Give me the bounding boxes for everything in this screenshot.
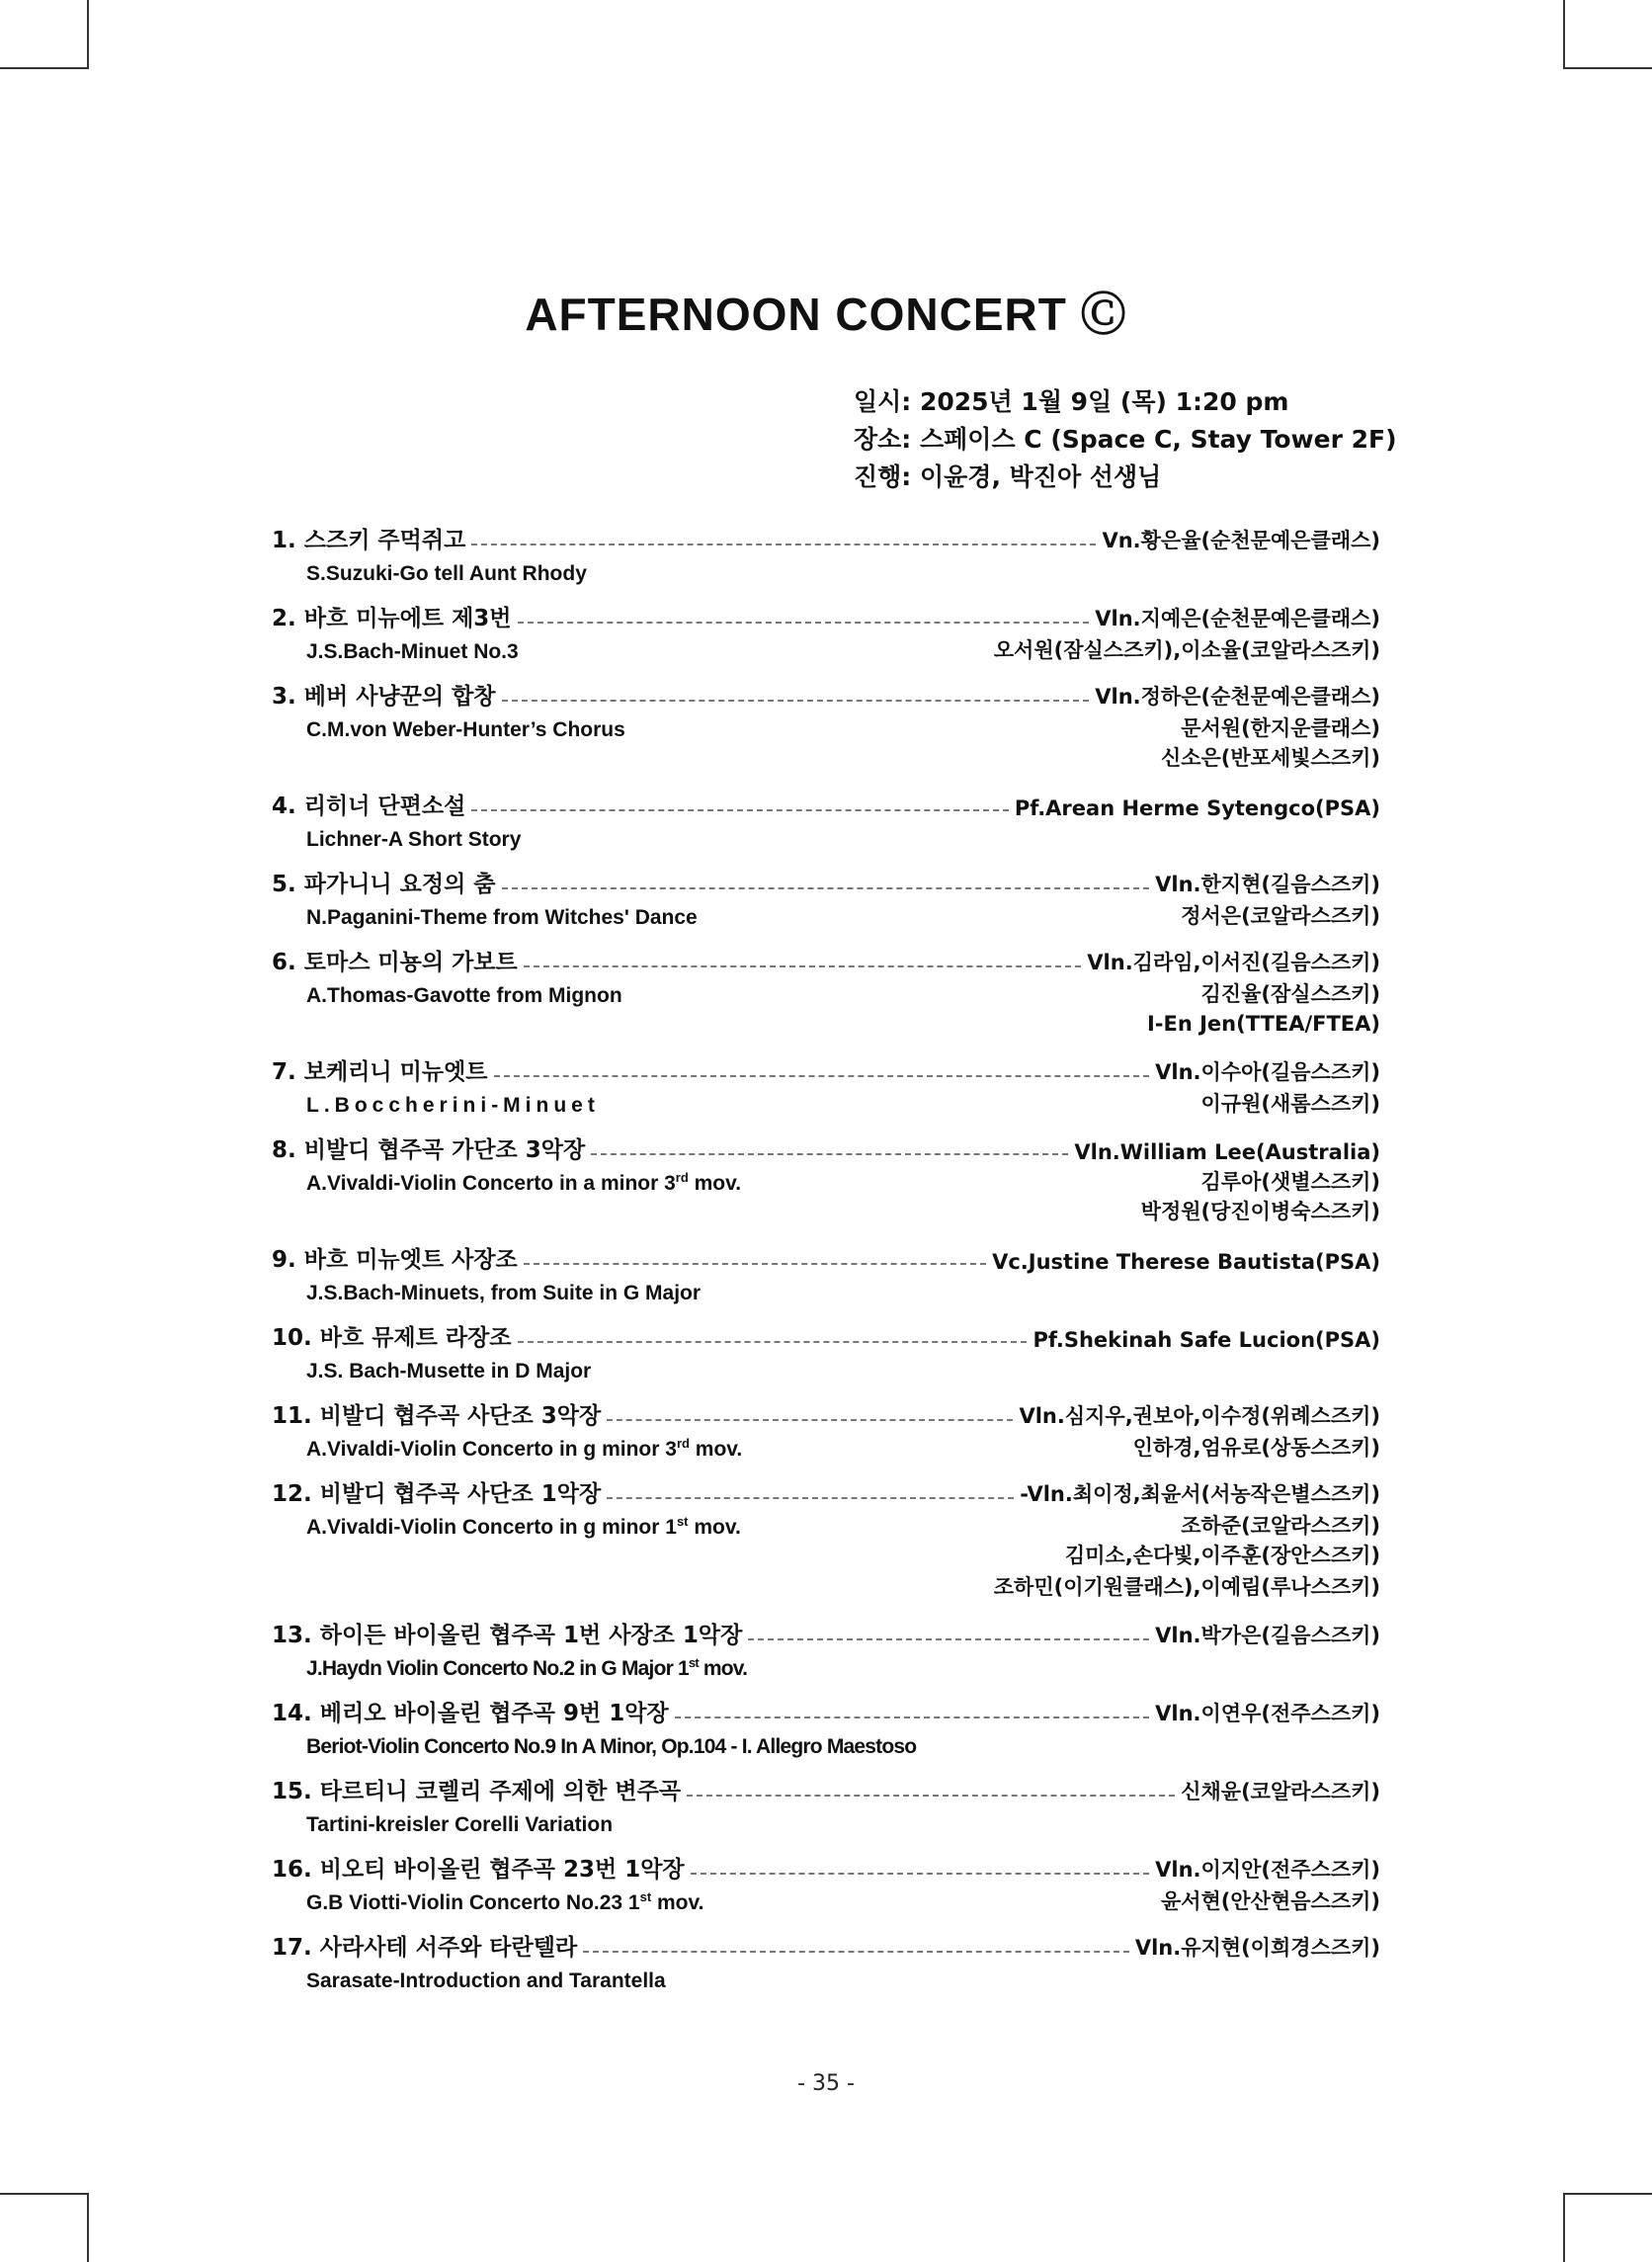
program-item [272,521,1380,586]
performer: Vln.이수아(길음스즈키) [1155,1060,1380,1084]
crop-mark [1563,2193,1565,2262]
leader-dots [607,1497,1014,1499]
ordinal-suffix: st [639,1889,652,1904]
program-subline [272,1274,1380,1305]
program-line [272,599,1380,632]
piece-name-en: S.Suzuki-Go tell Aunt Rhody [306,562,587,585]
piece-title-ko [272,944,518,976]
page-title: AFTERNOON CONCERT Ⓒ [525,289,1127,340]
piece-name-ko: 사라사테 서주와 타란텔라 [319,1935,578,1961]
program-subline [272,898,1380,930]
piece-name-en: J.S.Bach-Minuets, from Suite in G Major [306,1282,702,1304]
performer-extra: 조하준(코알라스즈키) [1181,1514,1380,1538]
piece-name-en: A.Thomas-Gavotte from Mignon [306,984,622,1007]
performer-extra: 윤서현(안산현음스즈키) [1160,1889,1380,1913]
piece-title-ko [272,1131,585,1164]
program-line [272,1772,1380,1805]
leader-dots [524,965,1082,967]
piece-title-en [272,1655,747,1681]
performer-extra: 김미소,손다빛,이주훈(장안스즈키) [1064,1544,1380,1567]
leader-dots [494,1075,1150,1077]
piece-title-ko [272,1397,601,1430]
program-item [272,1131,1380,1227]
performer-extra: 오서원(잠실스즈키),이소율(코알라스즈키) [993,638,1380,662]
program-item [272,1318,1380,1383]
leader-dots [607,1419,1013,1421]
program-item [272,787,1380,852]
piece-name-ko: 바흐 미뉴에트 제3번 [303,606,512,631]
item-number: 14. [272,1701,312,1726]
program-item [272,1772,1380,1837]
leader-dots [502,700,1090,702]
program-list [272,521,1380,2006]
leader-dots [471,544,1096,545]
item-number: 12. [272,1481,312,1507]
piece-name-en: Lichner-A Short Story [306,828,522,851]
leader-dots [675,1717,1149,1718]
program-item [272,943,1380,1040]
program-subline [272,976,1380,1008]
program-line [272,943,1380,976]
item-number: 11. [272,1403,312,1429]
crop-mark [87,0,89,69]
program-subline [272,1164,1380,1196]
piece-title-ko [272,1053,488,1086]
piece-name-ko: 바흐 미뉴엣트 사장조 [303,1247,518,1273]
piece-title-en [272,906,698,930]
concert-host: 진행: 이윤경, 박진아 선생님 [854,462,1162,491]
performer: Vln.이연우(전주스즈키) [1155,1702,1380,1725]
piece-title-ko [272,1695,669,1727]
program-line [272,1850,1380,1884]
item-number: 9. [272,1247,296,1273]
program-line [272,1616,1380,1649]
piece-name-en: A.Vivaldi-Violin Concerto in a minor 3 [306,1172,676,1195]
piece-title-en [272,1170,741,1196]
program-subline [272,1805,1380,1837]
piece-title-ko [272,522,465,554]
page-number: - 35 - [797,2071,855,2096]
program-line [272,677,1380,711]
program-item [272,1052,1380,1118]
ordinal-suffix: rd [675,1170,689,1185]
leader-dots [502,887,1150,889]
item-number: 16. [272,1857,312,1883]
performer-extra: 이규원(새롬스즈키) [1200,1092,1380,1116]
program-item [272,1850,1380,1915]
leader-dots [518,1341,1028,1343]
piece-name-en: Tartini-kreisler Corelli Variation [306,1813,614,1836]
program-line [272,1240,1380,1274]
performer-extra: 조하민(이기원클래스),이예림(루나스즈키) [993,1575,1380,1599]
leader-dots [748,1638,1149,1640]
piece-title-en [272,1436,742,1462]
performer: Pf.Arean Herme Sytengco(PSA) [1014,796,1380,820]
program-item [272,865,1380,930]
piece-title-ko [272,1851,685,1884]
piece-title-ko [272,1319,512,1352]
item-number: 13. [272,1623,312,1648]
piece-name-en: C.M.von Weber-Hunter’s Chorus [306,718,625,741]
piece-title-en [272,1282,701,1305]
piece-title-en [272,1813,613,1837]
piece-name-ko: 리히너 단편소설 [303,794,466,819]
piece-name-ko: 베리오 바이올린 협주곡 9번 1악장 [319,1701,669,1726]
piece-title-ko [272,1617,742,1649]
program-line [272,1694,1380,1727]
program-subline [272,820,1380,852]
piece-title-en [272,718,625,742]
piece-name-ko: 보케리니 미뉴엣트 [303,1059,488,1085]
piece-name-ko: 비발디 협주곡 가단조 3악장 [303,1137,586,1163]
program-item [272,1928,1380,1993]
piece-title-en [272,562,587,586]
piece-name-en: A.Vivaldi-Violin Concerto in g minor 3 [306,1438,677,1461]
piece-title-ko [272,678,496,711]
performer-extra: 문서원(한지운클래스) [1181,716,1380,740]
program-subline [272,1430,1380,1462]
program-item [272,677,1380,774]
program-subline [272,1962,1380,1993]
performer-extra: 김루아(샛별스즈키) [1200,1170,1380,1194]
piece-name-ko: 타르티니 코렐리 주제에 의한 변주곡 [319,1779,682,1804]
piece-name-en: Sarasate-Introduction and Tarantella [306,1969,666,1992]
piece-title-en [272,1360,591,1383]
piece-name-ko: 베버 사냥꾼의 합창 [303,684,496,710]
performer: Vln.William Lee(Australia) [1074,1140,1380,1164]
program-subline [272,711,1380,742]
program-subline [272,554,1380,586]
program-item [272,1396,1380,1462]
piece-title-ko [272,600,512,632]
leader-dots [518,622,1090,624]
piece-name-ko: 스즈키 주먹쥐고 [303,528,466,553]
piece-name-en: J.S. Bach-Musette in D Major [306,1360,592,1382]
piece-name-en-tail: mov. [689,1438,743,1461]
item-number: 8. [272,1137,296,1163]
piece-name-en: A.Vivaldi-Violin Concerto in g minor 1 [306,1516,677,1539]
performer-extra: 김진율(잠실스즈키) [1200,982,1380,1006]
performer: Vln.박가은(길음스즈키) [1155,1624,1380,1647]
piece-name-en: L.Boccherini-Minuet [306,1094,600,1117]
performer-extra: 인하경,엄유로(상동스즈키) [1132,1436,1380,1460]
program-item [272,1240,1380,1305]
program-line [272,787,1380,820]
piece-name-en: Beriot-Violin Concerto No.9 In A Minor, Op.104 - I. Allegro Maestoso [306,1735,917,1758]
performer-extra: I-En Jen(TTEA/FTEA) [1146,1012,1380,1036]
ordinal-suffix: st [676,1514,689,1529]
leader-dots [687,1795,1175,1797]
program-subline [272,1884,1380,1915]
piece-name-ko: 비오티 바이올린 협주곡 23번 1악장 [319,1857,685,1883]
piece-title-ko [272,1241,518,1274]
piece-name-ko: 비발디 협주곡 사단조 1악장 [319,1481,602,1507]
performer: Vln.지예은(순천문예은클래스) [1095,607,1380,630]
piece-name-en-tail: mov. [688,1172,742,1195]
concert-place: 장소: 스페이스 C (Space C, Stay Tower 2F) [854,425,1397,454]
performer: Pf.Shekinah Safe Lucion(PSA) [1032,1328,1380,1352]
program-line [272,1052,1380,1086]
performer: Vn.황은율(순천문예은클래스) [1102,529,1380,552]
crop-mark [1563,0,1565,69]
program-line [272,1928,1380,1962]
performer: Vln.정하은(순천문예은클래스) [1095,685,1380,709]
piece-title-ko [272,1773,681,1805]
concert-date: 일시: 2025년 1월 9일 (목) 1:20 pm [854,387,1289,416]
piece-title-en [272,828,521,852]
program-item [272,1474,1380,1603]
piece-title-ko [272,788,465,820]
program-subline [272,1352,1380,1383]
crop-mark [1563,2193,1652,2195]
performer: 신채윤(코알라스즈키) [1181,1780,1380,1803]
piece-name-en: G.B Viotti-Violin Concerto No.23 1 [306,1891,640,1914]
program-line [272,865,1380,898]
performer-extra: 신소은(반포세빛스즈키) [1160,746,1380,770]
concert-info [854,383,1397,496]
piece-name-en: J.S.Bach-Minuet No.3 [306,640,519,663]
piece-title-en [272,1514,741,1540]
piece-name-en: J.Haydn Violin Concerto No.2 in G Major 1 [306,1657,689,1680]
item-number: 4. [272,794,296,819]
item-number: 7. [272,1059,296,1085]
piece-name-ko: 하이든 바이올린 협주곡 1번 사장조 1악장 [319,1623,743,1648]
crop-mark [0,67,89,69]
performer-extra: 정서은(코알라스즈키) [1181,904,1380,928]
piece-title-ko [272,1475,601,1508]
performer: Vc.Justine Therese Bautista(PSA) [992,1250,1380,1274]
ordinal-suffix: rd [676,1436,690,1451]
item-number: 3. [272,684,296,710]
item-number: 17. [272,1935,312,1961]
performer: Vln.심지우,권보아,이수정(위례스즈키) [1019,1404,1380,1428]
program-item [272,1694,1380,1759]
program-item [272,1616,1380,1681]
performer-extra: 박정원(당진이병숙스즈키) [1140,1200,1380,1223]
piece-title-ko [272,1929,577,1962]
piece-name-en: N.Paganini-Theme from Witches' Dance [306,906,698,929]
piece-title-en [272,1094,600,1118]
program-item [272,599,1380,664]
performer: -Vln.최이정,최윤서(서농작은별스즈키) [1020,1482,1380,1506]
item-number: 15. [272,1779,312,1804]
piece-title-en [272,640,519,664]
crop-mark [1563,67,1652,69]
leader-dots [471,809,1009,811]
leader-dots [691,1873,1149,1875]
piece-name-en-tail: mov. [688,1516,741,1539]
performer: Vln.이지안(전주스즈키) [1155,1858,1380,1882]
item-number: 6. [272,950,296,975]
program-subline [272,1508,1380,1540]
crop-mark [87,2193,89,2262]
piece-name-ko: 비발디 협주곡 사단조 3악장 [319,1403,602,1429]
program-line [272,1318,1380,1352]
program-line [272,1474,1380,1508]
program-line [272,521,1380,554]
program-subline [272,632,1380,664]
leader-dots [583,1951,1129,1953]
program-subline [272,1727,1380,1759]
program-line [272,1131,1380,1164]
item-number: 1. [272,528,296,553]
program-line [272,1396,1380,1430]
program-subline [272,1649,1380,1681]
leader-dots [524,1263,986,1265]
piece-title-en [272,984,622,1008]
leader-dots [591,1153,1068,1155]
crop-mark [0,2193,89,2195]
piece-name-ko: 파가니니 요정의 춤 [303,872,496,897]
piece-name-en-tail: mov. [698,1657,748,1680]
piece-title-en [272,1889,703,1915]
item-number: 5. [272,872,296,897]
performer: Vln.유지현(이희경스즈키) [1134,1936,1380,1960]
item-number: 10. [272,1325,312,1351]
piece-title-en [272,1735,916,1759]
ordinal-suffix: st [688,1655,699,1670]
piece-name-en-tail: mov. [651,1891,704,1914]
piece-name-ko: 토마스 미뇽의 가보트 [303,950,518,975]
program-subline [272,1086,1380,1118]
piece-title-en [272,1969,666,1993]
performer: Vln.김라임,이서진(길음스즈키) [1087,951,1380,974]
piece-name-ko: 바흐 뮤제트 라장조 [319,1325,512,1351]
item-number: 2. [272,606,296,631]
piece-title-ko [272,866,496,898]
performer: Vln.한지현(길음스즈키) [1155,873,1380,896]
